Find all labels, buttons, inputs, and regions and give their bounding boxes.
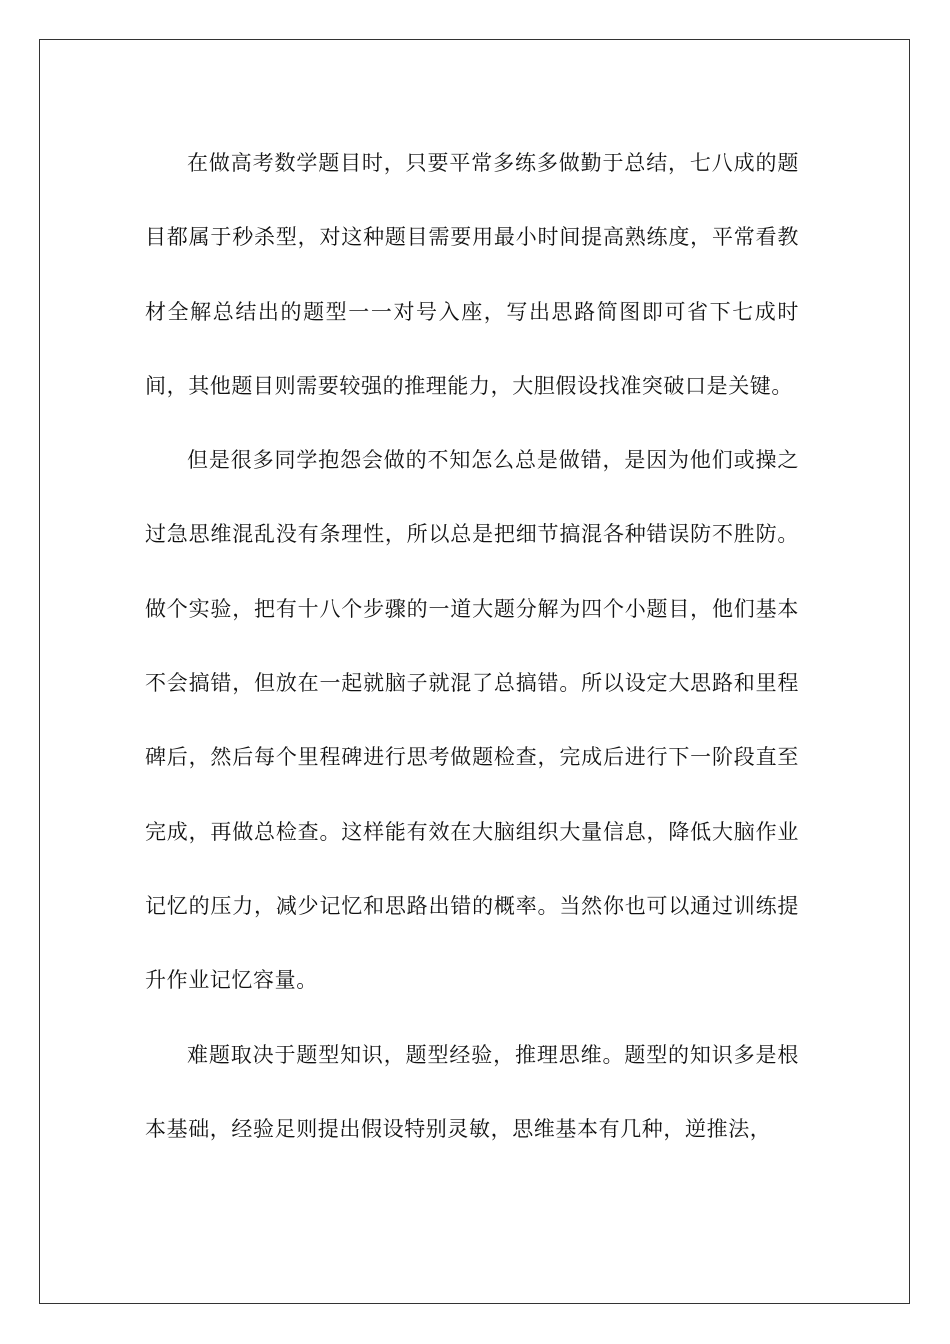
paragraph-3: 难题取决于题型知识，题型经验，推理思维。题型的知识多是根本基础，经验足则提出假设特别灵敏，思维基本有几种，逆推法， [145,1042,799,1141]
document-body [145,126,799,1166]
paragraph-1: 在做高考数学题目时，只要平常多练多做勤于总结，七八成的题目都属于秒杀型，对这种题目需要用最小时间提高熟练度，平常看教材全解总结出的题型一一对号入座，写出思路简图即可省下七成时间，其他题目则需要较强的推理能力，大胆假设找准突破口是关键。 [145,151,799,398]
paragraph-2: 但是很多同学抱怨会做的不知怎么总是做错，是因为他们或操之过急思维混乱没有条理性，所以总是把细节搞混各种错误防不胜防。做个实验，把有十八个步骤的一道大题分解为四个小题目，他们基本不会搞错，但放在一起就脑子就混了总搞错。所以设定大思路和里程碑后，然后每个里程碑进行思考做题检查，完成后进行下一阶段直至完成，再做总检查。这样能有效在大脑组织大量信息，降低大脑作业记忆的压力，减少记忆和思路出错的概率。当然你也可以通过训练提升作业记忆容量。 [145,448,799,993]
